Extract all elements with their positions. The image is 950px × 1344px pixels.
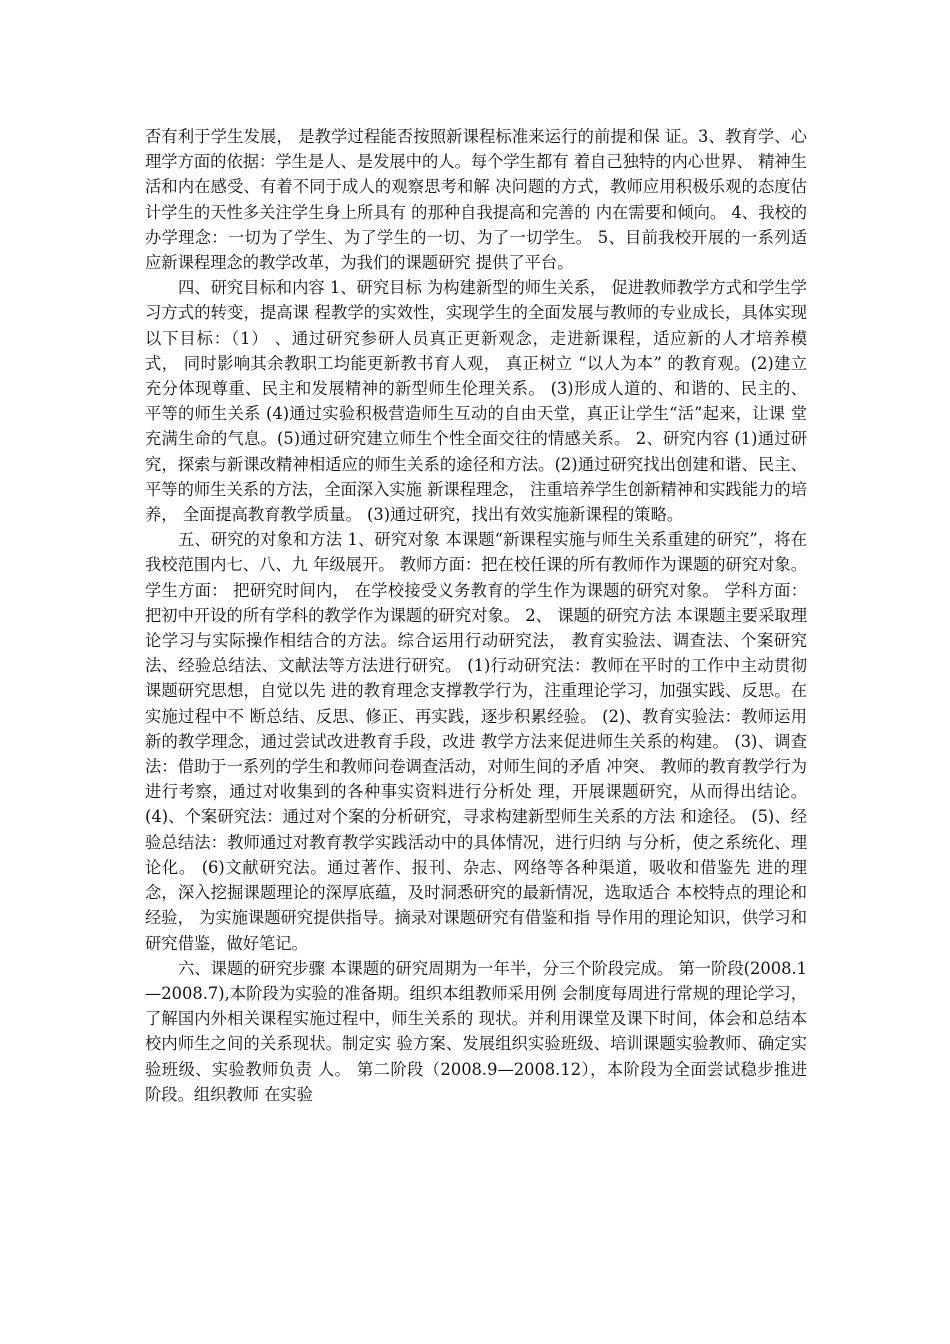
paragraph-basis: 否有利于学生发展， 是教学过程能否按照新课程标准来运行的前提和保 证。3、教育学、心理学方面的依据：学生是人、是发展中的人。每个学生都有 着自己独特的内心世界、 精神生活和内在感受、有着不同于成人的观察思考和解 决问题的方式，教师应用积极乐观的态度估计学生的天性多关注学生身上所具有 的那种自我提高和完善的 内在需要和倾向。 4、我校的办学理念：一切为了学生、为了学生的一切、为了一切学生。 5、目前我校开展的一系列适应新课程理念的教学改革，为我们的课题研究 提供了平台。 [145, 127, 807, 273]
paragraph-objects-methods: 五、研究的对象和方法 1、研究对象 本课题“新课程实施与师生关系重建的研究”，将在我校范围内七、八、九 年级展开。 教师方面：把在校任课的所有教师作为课题的研究对象。 学生方面： 把研究时间内， 在学校接受义务教育的学生作为课题的研究对象。 学科方面：把初中开设的所有学科的教学作为课题的研究对象。 2、 课题的研究方法 本课题主要采取理论学习与实际操作相结合的方法。综合运用行动研究法， 教育实验法、调查法、个案研究法、经验总结法、文献法等方法进行研究。 (1)行动研究法：教师在平时的工作中主动贯彻课题研究思想，自觉以先 进的教育理念支撑教学行为，注重理论学习，加强实践、反思。在实施过程中不 断总结、反思、修正、再实践，逐步积累经验。 (2)、教育实验法：教师运用新的教学理念，通过尝试改进教育手段，改进 教学方法来促进师生关系的构建。 (3)、调查法：借助于一系列的学生和教师问卷调查活动，对师生间的矛盾 冲突、 教师的教育教学行为进行考察，通过对收集到的各种事实资料进行分析处 理，开展课题研究，从而得出结论。 (4)、个案研究法：通过对个案的分析研究，寻求构建新型师生关系的方法 和途径。 (5)、经验总结法：教师通过对教育教学实践活动中的具体情况，进行归纳 与分析，使之系统化、理论化。 (6)文献研究法。通过著作、报刊、杂志、网络等各种渠道，吸收和借鉴先 进的理念，深入挖掘课题理论的深厚底蕴，及时洞悉研究的最新情况，选取适合 本校特点的理论和经验， 为实施课题研究提供指导。摘录对课题研究有借鉴和指 导作用的理论知识，供学习和研究借鉴，做好笔记。 [145, 530, 807, 953]
document-body [145, 124, 807, 1107]
paragraph-research-steps: 六、课题的研究步骤 本课题的研究周期为一年半，分三个阶段完成。 第一阶段(2008.1—2008.7),本阶段为实验的准备期。组织本组教师采用例 会制度每周进行常规的理论学习，了解国内外相关课程实施过程中，师生关系的 现状。并利用课堂及课下时间，体会和总结本校内师生之间的关系现状。制定实 验方案、发展组织实验班级、培训课题实验教师、确定实验班级、实验教师负责 人。 第二阶段（2008.9—2008.12），本阶段为全面尝试稳步推进阶段。组织教师 在实验 [145, 958, 807, 1104]
paragraph-goals-content: 四、研究目标和内容 1、研究目标 为构建新型的师生关系， 促进教师教学方式和学生学习方式的转变，提高课 程教学的实效性，实现学生的全面发展与教师的专业成长，具体实现以下目标：（1） 、通过研究参研人员真正更新观念，走进新课程，适应新的人才培养模 式， 同时影响其余教职工均能更新教书育人观， 真正树立 “以人为本” 的教育观。(2)建立充分体现尊重、民主和发展精神的新型师生伦理关系。 (3)形成人道的、和谐的、民主的、平等的师生关系 (4)通过实验积极营造师生互动的自由天堂，真正让学生“活”起来，让课 堂充满生命的气息。(5)通过研究建立师生个性全面交往的情感关系。 2、研究内容 (1)通过研究，探索与新课改精神相适应的师生关系的途径和方法。(2)通过研究找出创建和谐、民主、平等的师生关系的方法，全面深入实施 新课程理念， 注重培养学生创新精神和实践能力的培养， 全面提高教育教学质量。 (3)通过研究，找出有效实施新课程的策略。 [145, 278, 807, 525]
